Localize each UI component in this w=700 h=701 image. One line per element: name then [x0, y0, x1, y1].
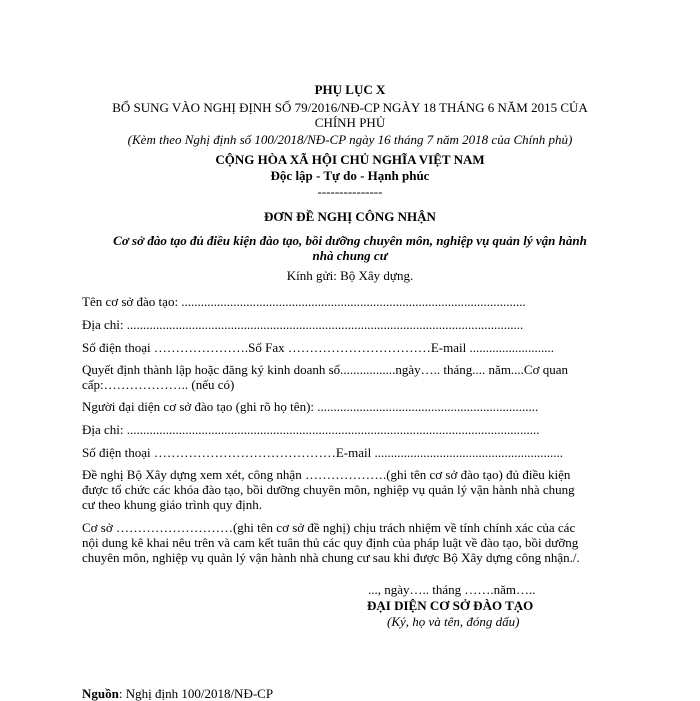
form-description-line2: nhà chung cư: [312, 248, 388, 263]
commitment-paragraph-line3: chuyên môn, nghiệp vụ quản lý vận hành nhà chung cư sau khi được Bộ Xây dựng công nhận./.: [82, 550, 580, 565]
form-description-line1: Cơ sở đào tạo đủ điều kiện đào tạo, bồi dưỡng chuyên môn, nghiệp vụ quản lý vận hành: [113, 233, 587, 248]
request-paragraph-line3: cư theo khung giáo trình quy định.: [82, 497, 262, 512]
source-label: Nguồn: [82, 686, 119, 701]
representative-contact-field: Số điện thoại ……………………………………E-mail ..........................................................: [82, 445, 563, 460]
source-text: : Nghị định 100/2018/NĐ-CP: [118, 686, 274, 701]
org-contact-field: Số điện thoại ………………….Số Fax ……………………………E-mail ..........................: [82, 340, 554, 355]
representative-address-field: Địa chỉ: ...............................................................................................................................: [82, 422, 540, 437]
recipient: Kính gửi: Bộ Xây dựng.: [286, 268, 414, 283]
request-paragraph-line1: Đề nghị Bộ Xây dựng xem xét, công nhận ……………….(ghi tên cơ sở đào tạo) đủ điều kiện: [82, 467, 571, 482]
appendix-subtitle-line2: CHÍNH PHỦ: [314, 115, 386, 130]
motto: Độc lập - Tự do - Hạnh phúc: [270, 168, 430, 183]
decision-field-line2: cấp:……………….. (nếu có): [82, 377, 235, 392]
appendix-title: PHỤ LỤC X: [314, 82, 386, 97]
commitment-paragraph-line1: Cơ sở ………………………(ghi tên cơ sở đề nghị) chịu trách nhiệm về tính chính xác của các: [82, 520, 576, 535]
request-paragraph-line2: được tổ chức các khóa đào tạo, bồi dưỡng chuyên môn, nghiệp vụ quản lý vận hành nhà chung: [82, 482, 575, 497]
representative-field: Người đại diện cơ sở đào tạo (ghi rõ họ tên): ....................................................................: [82, 399, 539, 414]
org-name-field: Tên cơ sở đào tạo: ..........................................................................................................: [82, 294, 526, 309]
attached-note: (Kèm theo Nghị định số 100/2018/NĐ-CP ngày 16 tháng 7 năm 2018 của Chính phủ): [127, 132, 573, 147]
source-line: [82, 686, 273, 701]
nation-name: CỘNG HÒA XÃ HỘI CHỦ NGHĨA VIỆT NAM: [215, 152, 485, 167]
header-divider: ---------------: [317, 184, 383, 199]
commitment-paragraph-line2: nội dung kê khai nêu trên và cam kết tuân thủ các quy định của pháp luật về đào tạo, bồi dưỡng: [82, 535, 579, 550]
signature-date: ..., ngày….. tháng …….năm…..: [368, 582, 536, 597]
appendix-subtitle-line1: BỔ SUNG VÀO NGHỊ ĐỊNH SỐ 79/2016/NĐ-CP NGÀY 18 THÁNG 6 NĂM 2015 CỦA: [112, 100, 588, 115]
org-address-field: Địa chỉ: ..........................................................................................................................: [82, 317, 524, 332]
decision-field-line1: Quyết định thành lập hoặc đăng ký kinh doanh số.................ngày….. tháng.... năm....Cơ quan: [82, 362, 568, 377]
signature-note: (Ký, họ và tên, đóng dấu): [387, 614, 520, 629]
signature-role: ĐẠI DIỆN CƠ SỞ ĐÀO TẠO: [367, 598, 534, 613]
form-title: ĐƠN ĐỀ NGHỊ CÔNG NHẬN: [264, 209, 436, 224]
